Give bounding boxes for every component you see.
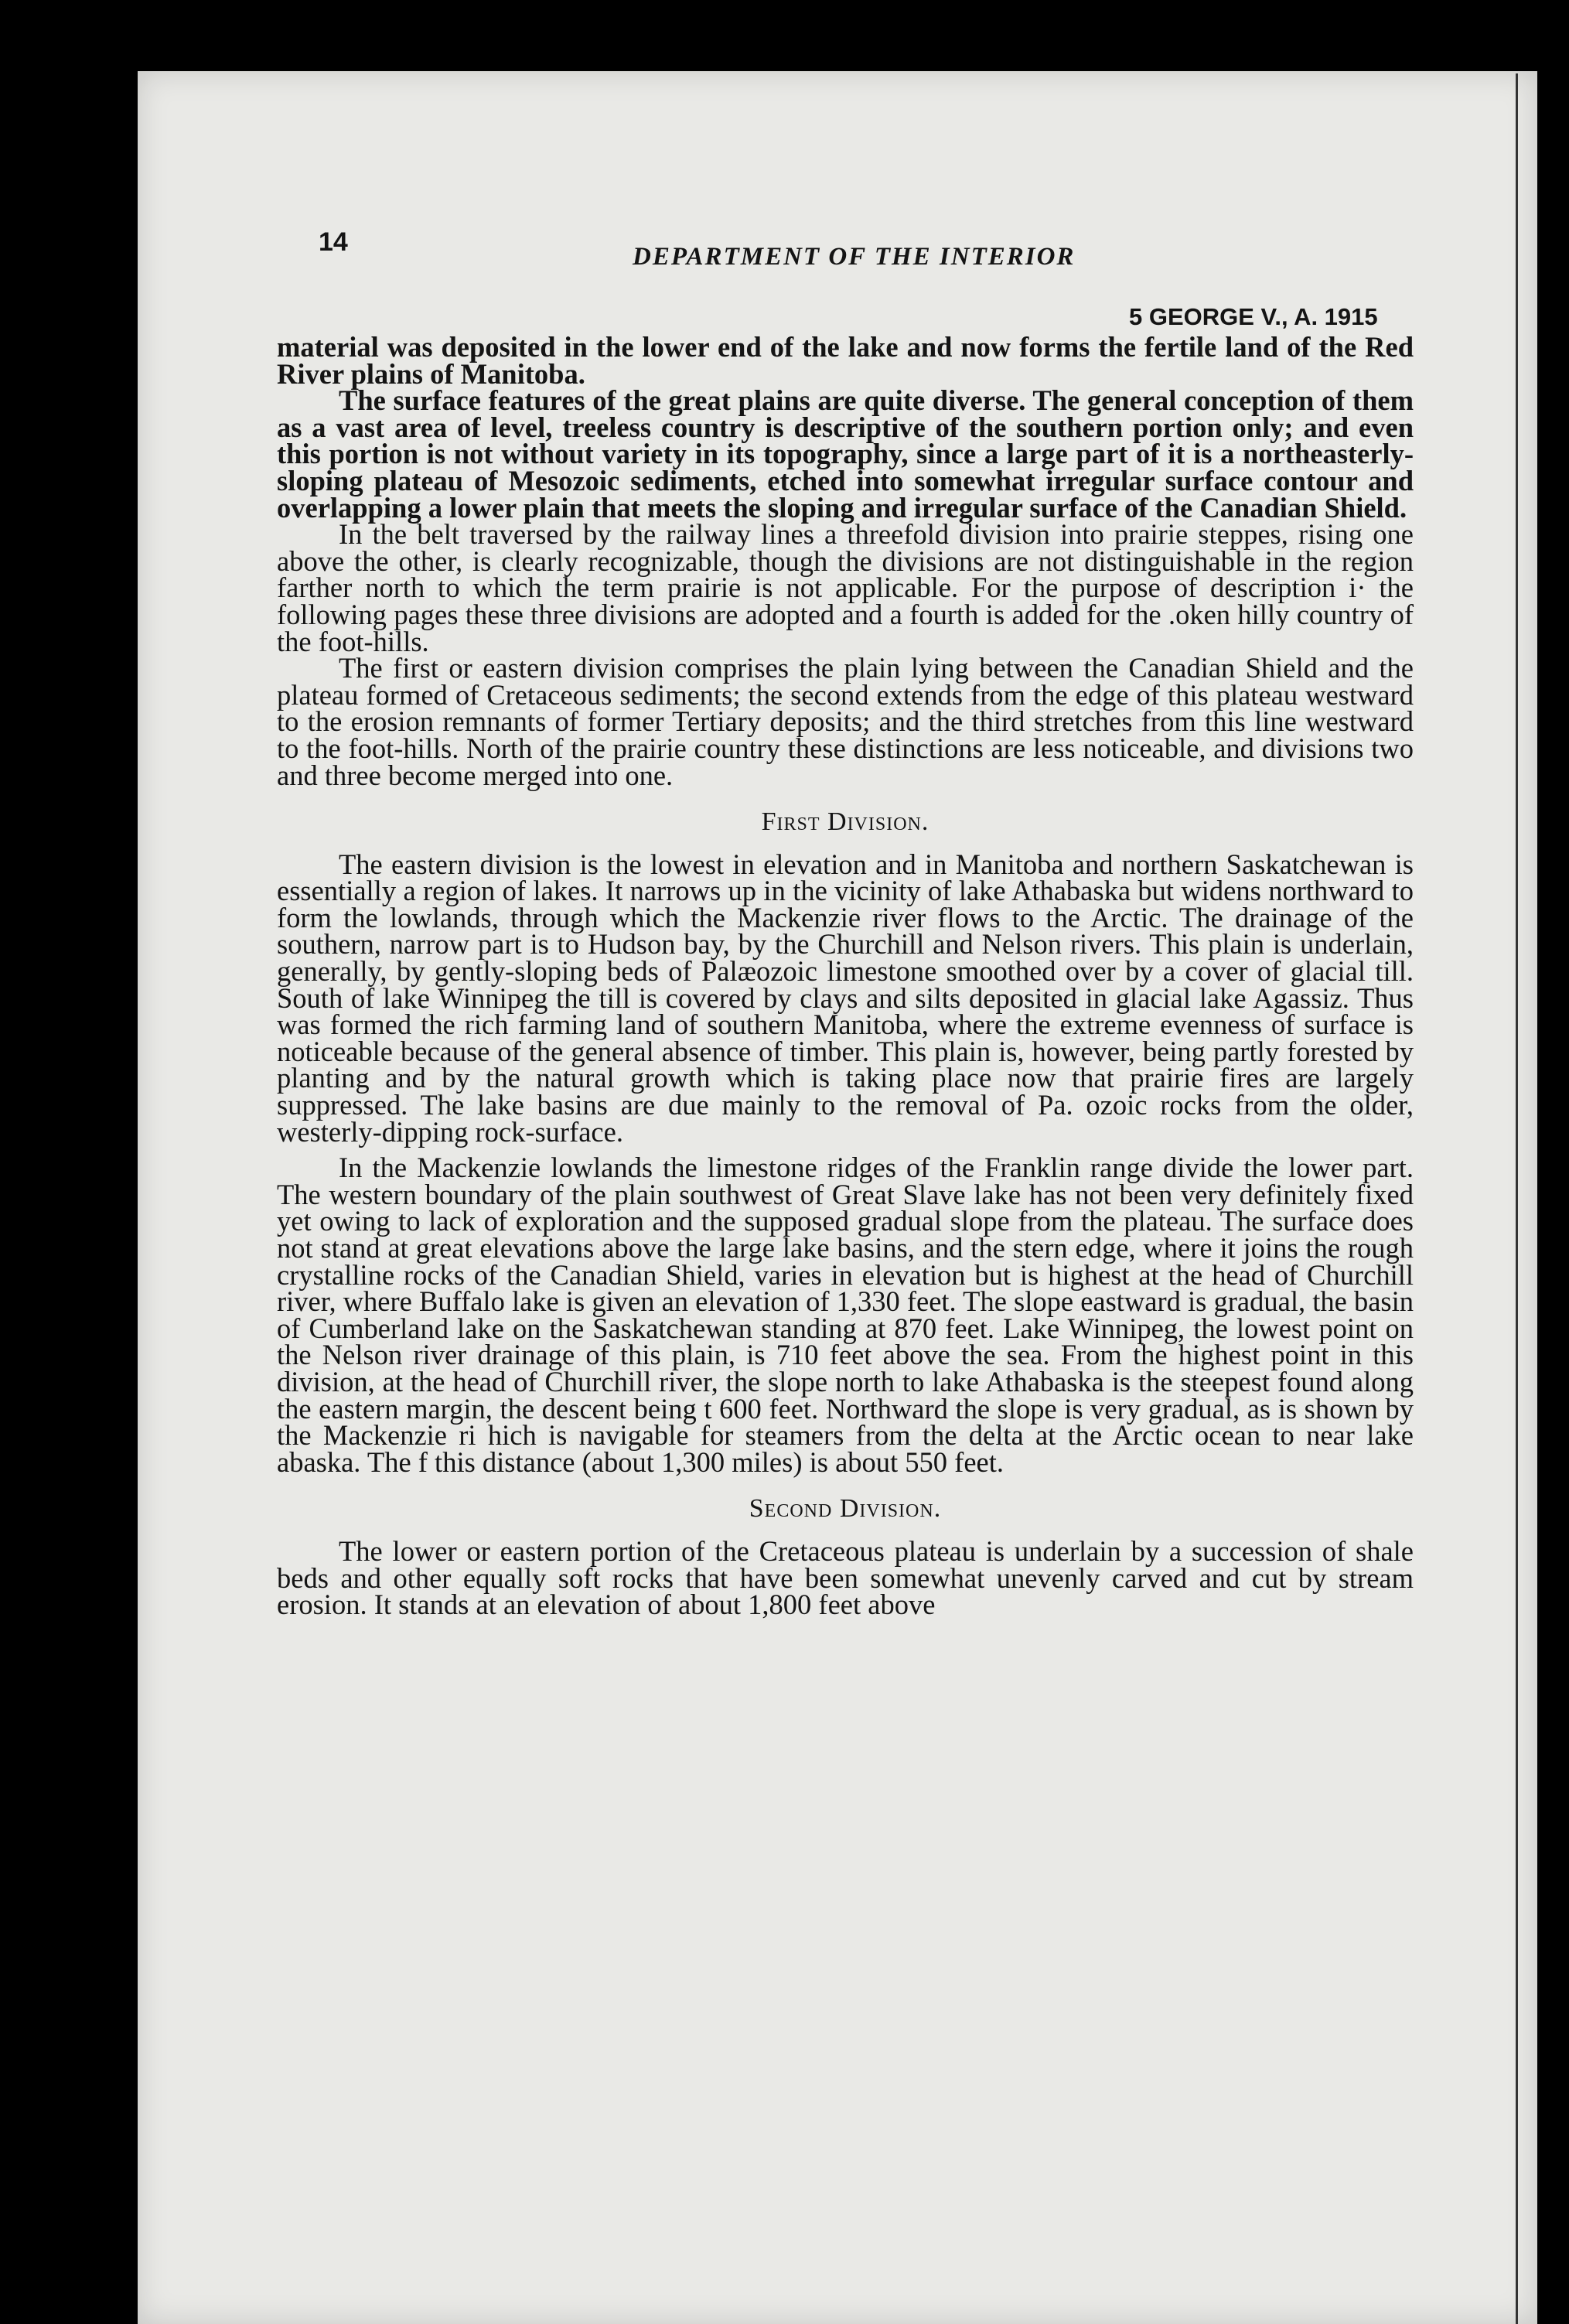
paragraph: The first or eastern division comprises the plain lying between the Canadian Shield and the plateau formed of Cretaceous sediments; the second extends from the edge of this plateau westward to the erosion remnants of former Tertiary deposits; and the third stretches from this line westward to the foot-hills. North of the prairie country these distinctions are less noticeable, and divisions two and three become merged into one.	[277, 652, 1414, 791]
running-head: DEPARTMENT OF THE INTERIOR	[633, 243, 1076, 271]
page-edge	[1516, 73, 1518, 2324]
paragraph: The surface features of the great plains are quite diverse. The general conception of them as a vast area of level, treeless country is descriptive of the southern portion only; and even this portion is not without variety in its topography, since a large part of it is a northeasterly-sloping plateau of Mesozoic sediments, etched into somewhat irregular surface contour and overlapping a lower plain that meets the sloping and irregular surface of the Canadian Shield.	[277, 384, 1414, 524]
body-text	[277, 331, 1414, 1621]
paragraph: The eastern division is the lowest in elevation and in Manitoba and northern Saskatchewan is essentially a region of lakes. It narrows up in the vicinity of lake Athabaska but widens northward to form the lowlands, through which the Mackenzie river flows to the Arctic. The drainage of the southern, narrow part is to Hudson bay, by the Churchill and Nelson rivers. This plain is underlain, generally, by gently-sloping beds of Palæozoic limestone smoothed over by a cover of glacial till. South of lake Winnipeg the till is covered by clays and silts deposited in glacial lake Agassiz. Thus was formed the rich farming land of southern Manitoba, where the extreme evenness of surface is noticeable because of the general absence of timber. This plain is, however, being partly forested by planting and by the natural growth which is taking place now that prairie fires are largely suppressed. The lake basins are due mainly to the removal of Pa. ozoic rocks from the older, westerly-dipping rock-surface.	[277, 848, 1414, 1148]
paragraph: The lower or eastern portion of the Cretaceous plateau is underlain by a succession of shale beds and other equally soft rocks that have been somewhat unevenly carved and cut by stream erosion. It stands at an elevation of about 1,800 feet above	[277, 1534, 1414, 1621]
paragraph: In the Mackenzie lowlands the limestone ridges of the Franklin range divide the lower part. The western boundary of the plain southwest of Great Slave lake has not been very definitely fixed yet owing to lack of exploration and the supposed gradual slope from the plateau. The surface does not stand at great elevations above the large lake basins, and the stern edge, where it joins the rough crystalline rocks of the Canadian Shield, varies in elevation but is highest at the head of Churchill river, where Buffalo lake is given an elevation of 1,330 feet. The slope eastward is gradual, the basin of Cumberland lake on the Saskatchewan standing at 870 feet. Lake Winnipeg, the lowest point on the Nelson river drainage of this plain, is 710 feet above the sea. From the highest point in this division, at the head of Churchill river, the slope north to lake Athabaska is the steepest found along the eastern margin, the descent being t 600 feet. Northward the slope is very gradual, as is shown by the Mackenzie ri hich is navigable for steamers from the delta at the Arctic ocean to near lake abaska. The f this distance (about 1,300 miles) is about 550 feet.	[277, 1152, 1414, 1478]
page-number: 14	[319, 227, 348, 257]
paragraph: In the belt traversed by the railway lines a threefold division into prairie steppes, rising one above the other, is clearly recognizable, though the divisions are not distinguishable in the region farther north to which the term prairie is not applicable. For the purpose of description i· the following pages these three divisions are adopted and a fourth is added for the .oken hilly country of the foot-hills.	[277, 518, 1414, 657]
paragraph: material was deposited in the lower end of the lake and now forms the fertile land of the Red River plains of Manitoba.	[277, 331, 1414, 390]
section-heading: Second Division.	[749, 1494, 942, 1524]
section-heading: First Division.	[761, 807, 929, 837]
session-label: 5 GEORGE V., A. 1915	[1129, 303, 1378, 330]
